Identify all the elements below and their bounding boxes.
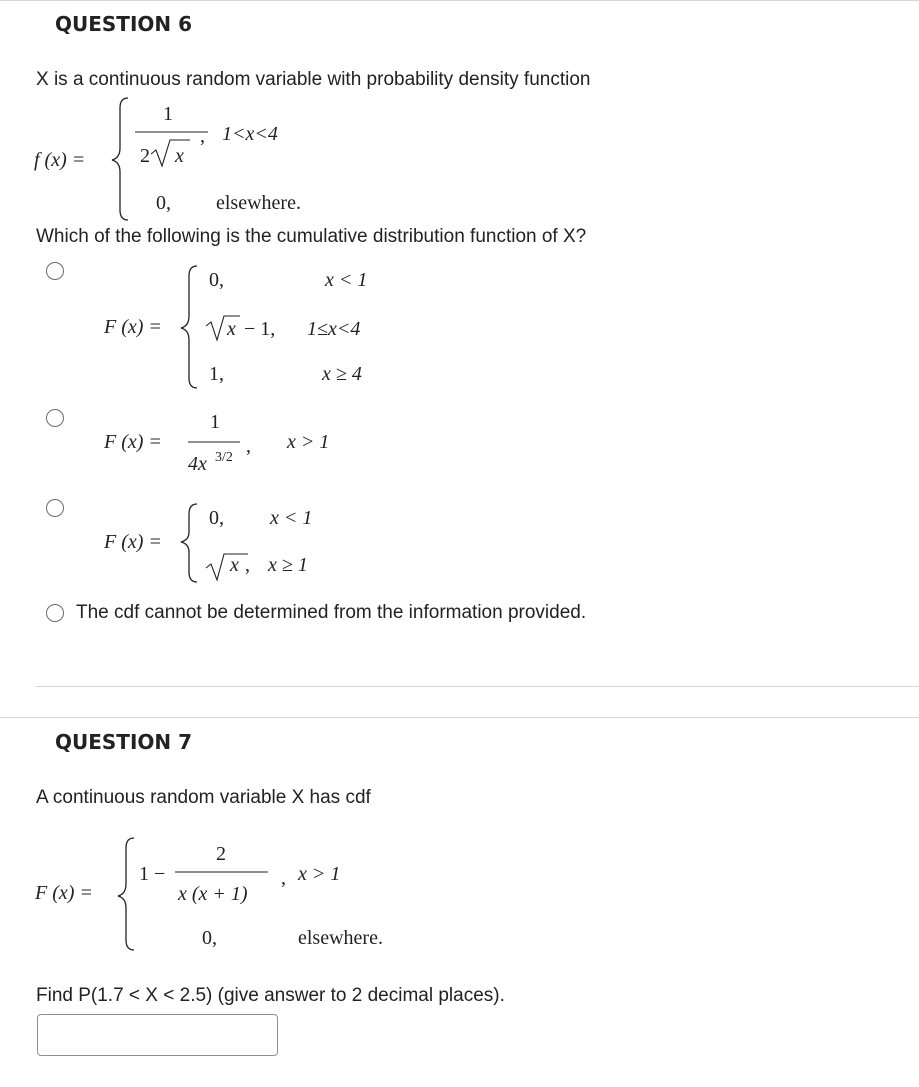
pdf-case2-value: 0,	[156, 192, 171, 214]
top-divider	[0, 0, 919, 1]
cdf-cond: x > 1	[298, 863, 341, 885]
option-d-radio[interactable]	[46, 604, 64, 622]
pdf-condition: 1<x<4	[222, 123, 278, 145]
question-6-prompt: X is a continuous random variable with probability density function	[36, 69, 591, 90]
pdf-sqrt-sign	[151, 140, 190, 166]
question-separator-1	[36, 686, 919, 687]
question-7-question: Find P(1.7 < X < 2.5) (give answer to 2 decimal places).	[36, 985, 505, 1006]
option-b-cond: x > 1	[287, 431, 330, 453]
pdf-denominator-coef: 2	[140, 145, 150, 167]
cdf-case2-value: 0,	[202, 927, 217, 949]
question-6-heading: QUESTION 6	[55, 12, 193, 36]
option-b-radio[interactable]	[46, 409, 64, 427]
option-c-case1-cond: x < 1	[270, 507, 313, 529]
option-c-radicand: x	[230, 554, 239, 576]
question-7-prompt: A continuous random variable X has cdf	[36, 787, 371, 808]
pdf-comma: ,	[200, 125, 205, 147]
option-a-radio[interactable]	[46, 262, 64, 280]
option-b-numerator: 1	[210, 411, 220, 433]
option-a-case3-cond: x ≥ 4	[322, 363, 362, 385]
option-a-case1-value: 0,	[209, 269, 224, 291]
option-c-radio[interactable]	[46, 499, 64, 517]
option-b-lhs: F (x) =	[104, 431, 162, 453]
option-a-equation	[100, 262, 420, 392]
option-a-brace	[181, 266, 197, 388]
cdf-brace	[118, 838, 134, 950]
option-c-case1-value: 0,	[209, 507, 224, 529]
option-c-case2-cond: x ≥ 1	[268, 554, 308, 576]
question-6-question: Which of the following is the cumulative distribution function of X?	[36, 226, 587, 247]
option-a-case2-tail: − 1,	[244, 318, 276, 340]
option-b-exponent: 3/2	[215, 450, 233, 465]
pdf-brace	[112, 98, 128, 220]
option-a-case1-cond: x < 1	[325, 269, 368, 291]
pdf-lhs: f (x) =	[34, 149, 86, 171]
pdf-case2-condition: elsewhere.	[216, 192, 301, 214]
cdf-lhs: F (x) =	[35, 882, 93, 904]
answer-input[interactable]	[37, 1014, 278, 1056]
question-7-heading: QUESTION 7	[55, 730, 193, 754]
question-separator-2	[0, 717, 919, 718]
option-d-label[interactable]: The cdf cannot be determined from the information provided.	[76, 602, 587, 623]
cdf-equation	[30, 832, 430, 957]
option-a-case3-value: 1,	[209, 363, 224, 385]
option-c-comma: ,	[245, 554, 250, 576]
option-c-lhs: F (x) =	[104, 531, 162, 553]
option-c-equation	[100, 500, 340, 585]
pdf-radicand: x	[175, 145, 184, 167]
option-a-lhs: F (x) =	[104, 316, 162, 338]
option-a-radicand: x	[227, 318, 236, 340]
option-b-equation	[100, 408, 360, 478]
option-c-brace	[181, 504, 197, 582]
pdf-numerator: 1	[163, 103, 173, 125]
cdf-one-minus: 1 −	[139, 863, 166, 885]
option-b-denominator: 4x	[188, 453, 207, 475]
cdf-comma: ,	[281, 867, 286, 889]
option-a-case2-cond: 1≤x<4	[307, 318, 361, 340]
option-c-sqrt-sign	[206, 554, 248, 580]
cdf-numerator: 2	[216, 843, 226, 865]
option-b-comma: ,	[246, 435, 251, 457]
pdf-equation	[30, 92, 360, 222]
cdf-denominator: x (x + 1)	[178, 883, 248, 905]
cdf-case2-cond: elsewhere.	[298, 927, 383, 949]
